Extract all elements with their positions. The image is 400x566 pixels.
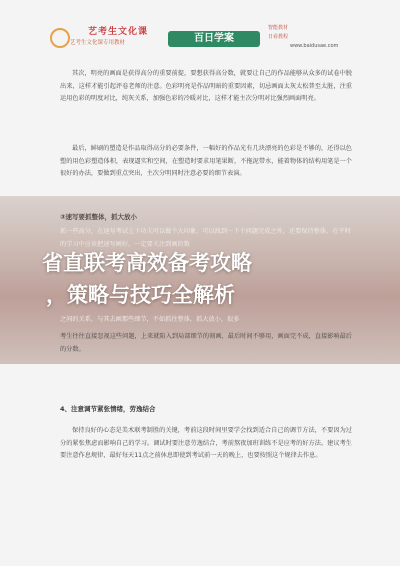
faded-line: 之间的关系，与其去画那些细节，不如抓住整体，抓大放小，很多 (60, 316, 240, 323)
brand-tagline (268, 24, 288, 42)
section-4-heading: 4、注意调节紧张情绪，劳逸结合 (60, 405, 156, 413)
paragraph-details: 考生往往直接忽视这些问题，上来就陷入到局部细节的刻画，最后时间不够用，画面完不成，直接影响最后的分数。 (60, 333, 352, 353)
brand-subtitle: 艺考生文化课专用教材 (70, 40, 126, 46)
section-3-heading: ③速写要抓整体，抓大放小 (60, 213, 138, 221)
brand-title: 艺考生文化课 (88, 27, 149, 37)
logo-ornament-icon (50, 28, 70, 48)
tagline-line-2: 日看教程 (268, 34, 289, 40)
paragraph-modeling: 最后，鲜刷的塑造是作品取得高分的必要条件，一幅好的作品光有几块漂亮的色彩是不够的，还得以色塑的用色彩塑造体积，表现逼实和空间，在塑造时要求用笔果断，不拖泥带水，能着物体的结构用笔是一个很好的办法，要做到重点突出，主次分明同时注意必要的细节表演。 (60, 145, 352, 177)
banner-title-line-1: 省直联考高效备考攻略 (42, 251, 252, 275)
document-header (50, 22, 366, 54)
site-url: www.baidusae.com (290, 43, 339, 49)
paragraph-mindset: 保持良好的心态是美术联考制胜的关键，考前这段时间里要学会找到适合自己的调节方法，不要因为过分的紧张焦虑而影响自己的学习。调试时要注意劳逸结合，考前熬夜加班训练不是应考的好方法。建议考生要注意作息规律，最好每天11点之前休息即使到考试前一天的晚上，也要按照这个规律去作息。 (60, 427, 352, 459)
tagline-line-1: 智能教材 (268, 25, 289, 31)
faded-paragraph: 抓一些高分，在速写考试上下功夫可以做个大印象，可以找到一下个问题完成之外，还要保持整体，在平时的学习中应该把速写画好，一定要关注到画的数 (60, 228, 351, 248)
brand-badge: 百日学案 (168, 31, 260, 47)
banner-title-line-2: ，策略与技巧全解析 (46, 283, 235, 307)
paragraph-brightness: 其次，明亮的画面是获得高分的重要前提，要想获得高分数，就要让自己的作品能够从众多的试卷中脱出来，这样才能引起评卷老师的注意。色彩明亮是作品明暗的重要因素，切忌画面太灰太松普至太脏，注重运用色彩的明度对比，纯灰关系，加强色彩的冷暖对比，这样才能主次分明对比强烈画面明亮。 (60, 70, 352, 102)
